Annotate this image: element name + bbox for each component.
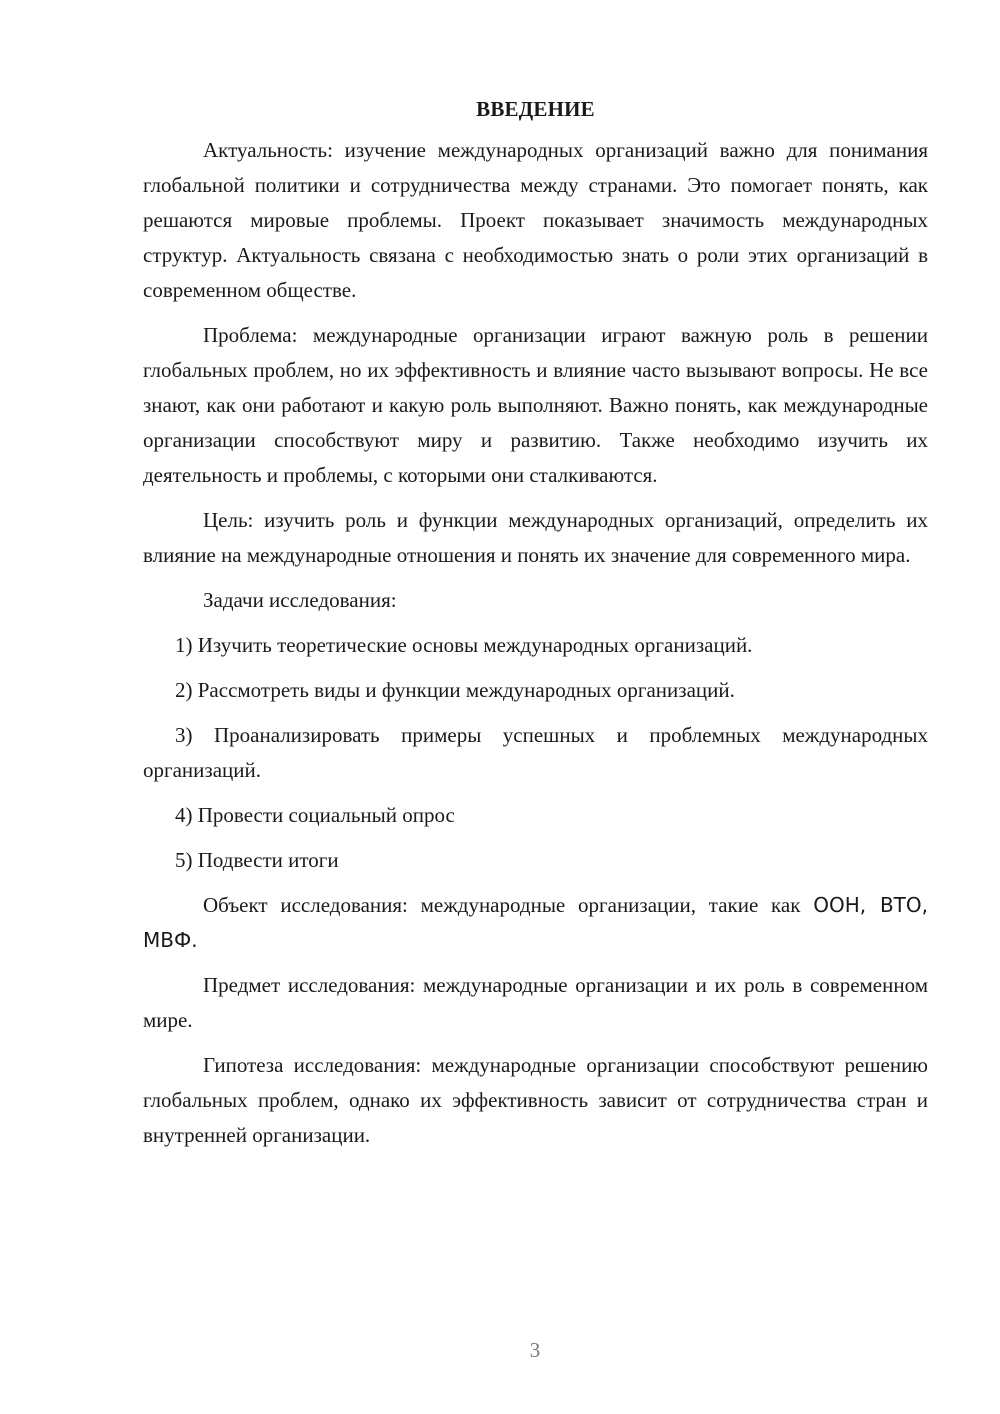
relevance-paragraph: Актуальность: изучение международных организаций важно для понимания глобальной политики и сотрудничества между странами. Это помогает понять, как решаются мировые проблемы. Проект показывает значимость международных структур. Актуальность связана с необходимостью знать о роли этих организаций в современном обществе. — [143, 138, 928, 302]
task-item-2: 2) Рассмотреть виды и функции международных организаций. — [175, 678, 735, 702]
tasks-heading: Задачи исследования: — [203, 588, 397, 612]
task-item-3: 3) Проанализировать примеры успешных и проблемных международных организаций. — [143, 723, 928, 782]
goal-paragraph: Цель: изучить роль и функции международных организаций, определить их влияние на международные отношения и понять их значение для современного мира. — [143, 508, 928, 567]
object-organizations: ООН, ВТО, МВФ. — [143, 893, 929, 952]
task-item-5: 5) Подвести итоги — [175, 848, 339, 872]
task-item-1: 1) Изучить теоретические основы международных организаций. — [175, 633, 753, 657]
section-title: ВВЕДЕНИЕ — [476, 97, 595, 121]
hypothesis-paragraph: Гипотеза исследования: международные организации способствуют решению глобальных проблем, однако их эффективность зависит от сотрудничества стран и внутренней организации. — [143, 1053, 928, 1147]
object-text: Объект исследования: международные организации, такие как — [203, 893, 814, 917]
task-item-4: 4) Провести социальный опрос — [175, 803, 455, 827]
object-paragraph — [143, 888, 928, 958]
problem-paragraph: Проблема: международные организации играют важную роль в решении глобальных проблем, но их эффективность и влияние часто вызывают вопросы. Не все знают, как они работают и какую роль выполняют. Важно понять, как международные организации способствуют миру и развитию. Также необходимо изучить их деятельность и проблемы, с которыми они сталкиваются. — [143, 323, 928, 487]
page-content — [143, 92, 928, 1163]
subject-paragraph: Предмет исследования: международные организации и их роль в современном мире. — [143, 973, 928, 1032]
page-number: 3 — [529, 1338, 541, 1362]
